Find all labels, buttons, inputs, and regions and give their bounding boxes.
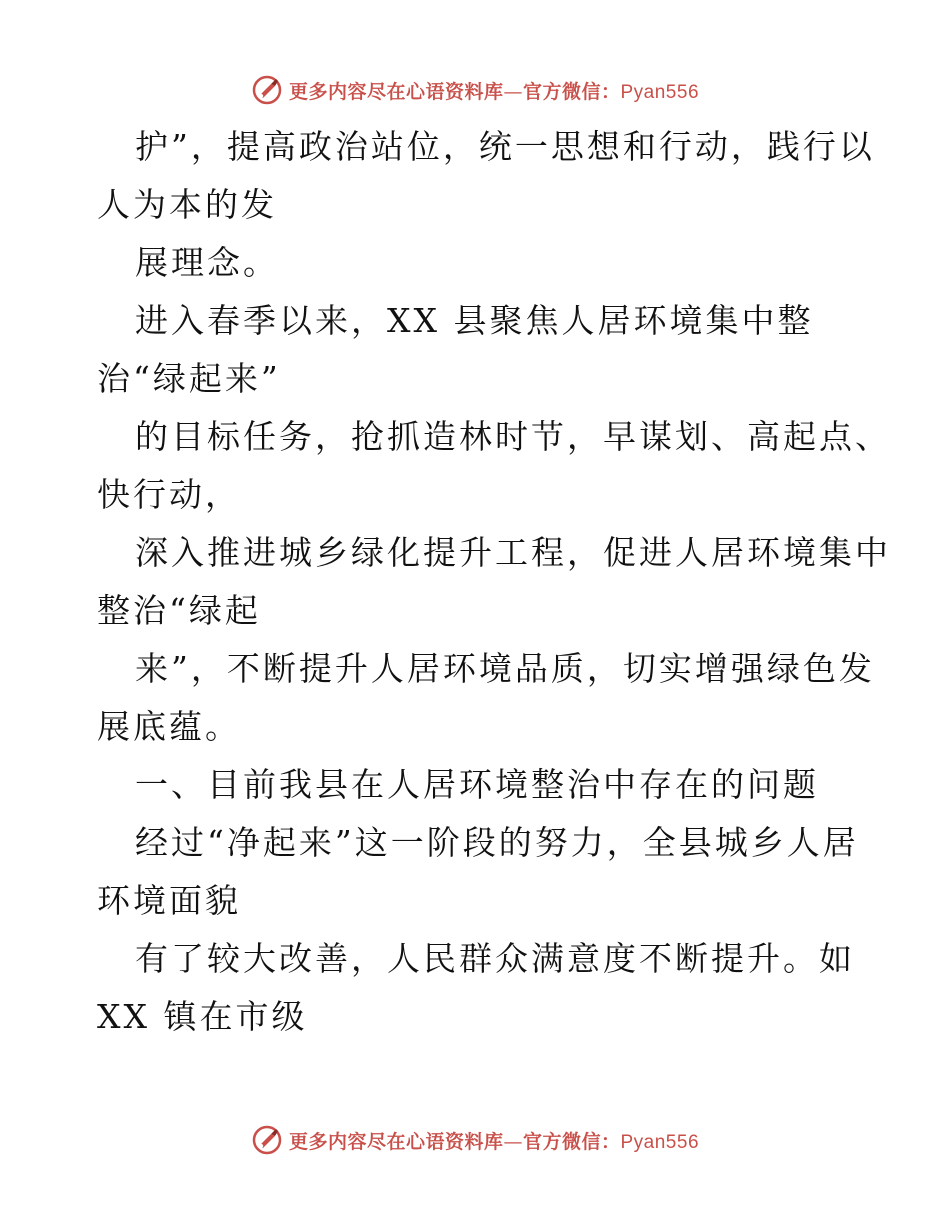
document-body <box>97 118 891 1046</box>
text-line: 深入推进城乡绿化提升工程，促进人居环境集中 <box>135 533 891 572</box>
watermark-separator: — <box>503 1130 523 1153</box>
text-line: 治“绿起来” <box>97 359 281 398</box>
text-line: 的目标任务，抢抓造林时节，早谋划、高起点、 <box>135 417 891 456</box>
text-line: 进入春季以来，XX 县聚焦人居环境集中整 <box>135 301 814 340</box>
text-line: 整治“绿起 <box>97 591 261 630</box>
footer-watermark <box>0 1120 950 1160</box>
watermark-separator: — <box>503 80 523 103</box>
text-line: 快行动， <box>97 475 241 514</box>
watermark-label: 官方微信： <box>522 1130 621 1153</box>
watermark-id: Pyan556 <box>620 1131 700 1153</box>
header-watermark <box>0 70 950 110</box>
brand-logo-icon <box>251 1124 283 1156</box>
section-heading: 一、目前我县在人居环境整治中存在的问题 <box>135 765 819 804</box>
text-line: 有了较大改善，人民群众满意度不断提升。如 <box>135 939 855 978</box>
watermark-text <box>289 77 699 104</box>
text-line: 展理念。 <box>135 243 279 282</box>
watermark-brand: 更多内容尽在心语资料库 <box>288 80 504 103</box>
text-line: 护”，提高政治站位，统一思想和行动，践行以 <box>135 127 875 166</box>
text-line: 人为本的发 <box>97 185 277 224</box>
brand-logo-icon <box>251 74 283 106</box>
watermark-label: 官方微信： <box>522 80 621 103</box>
watermark-id: Pyan556 <box>620 81 700 103</box>
text-line: XX 镇在市级 <box>97 997 308 1036</box>
text-line: 来”，不断提升人居环境品质，切实增强绿色发 <box>135 649 875 688</box>
text-line: 经过“净起来”这一阶段的努力，全县城乡人居 <box>135 823 859 862</box>
text-line: 展底蕴。 <box>97 707 241 746</box>
watermark-brand: 更多内容尽在心语资料库 <box>288 1130 504 1153</box>
watermark-text <box>289 1127 699 1154</box>
text-line: 环境面貌 <box>97 881 241 920</box>
